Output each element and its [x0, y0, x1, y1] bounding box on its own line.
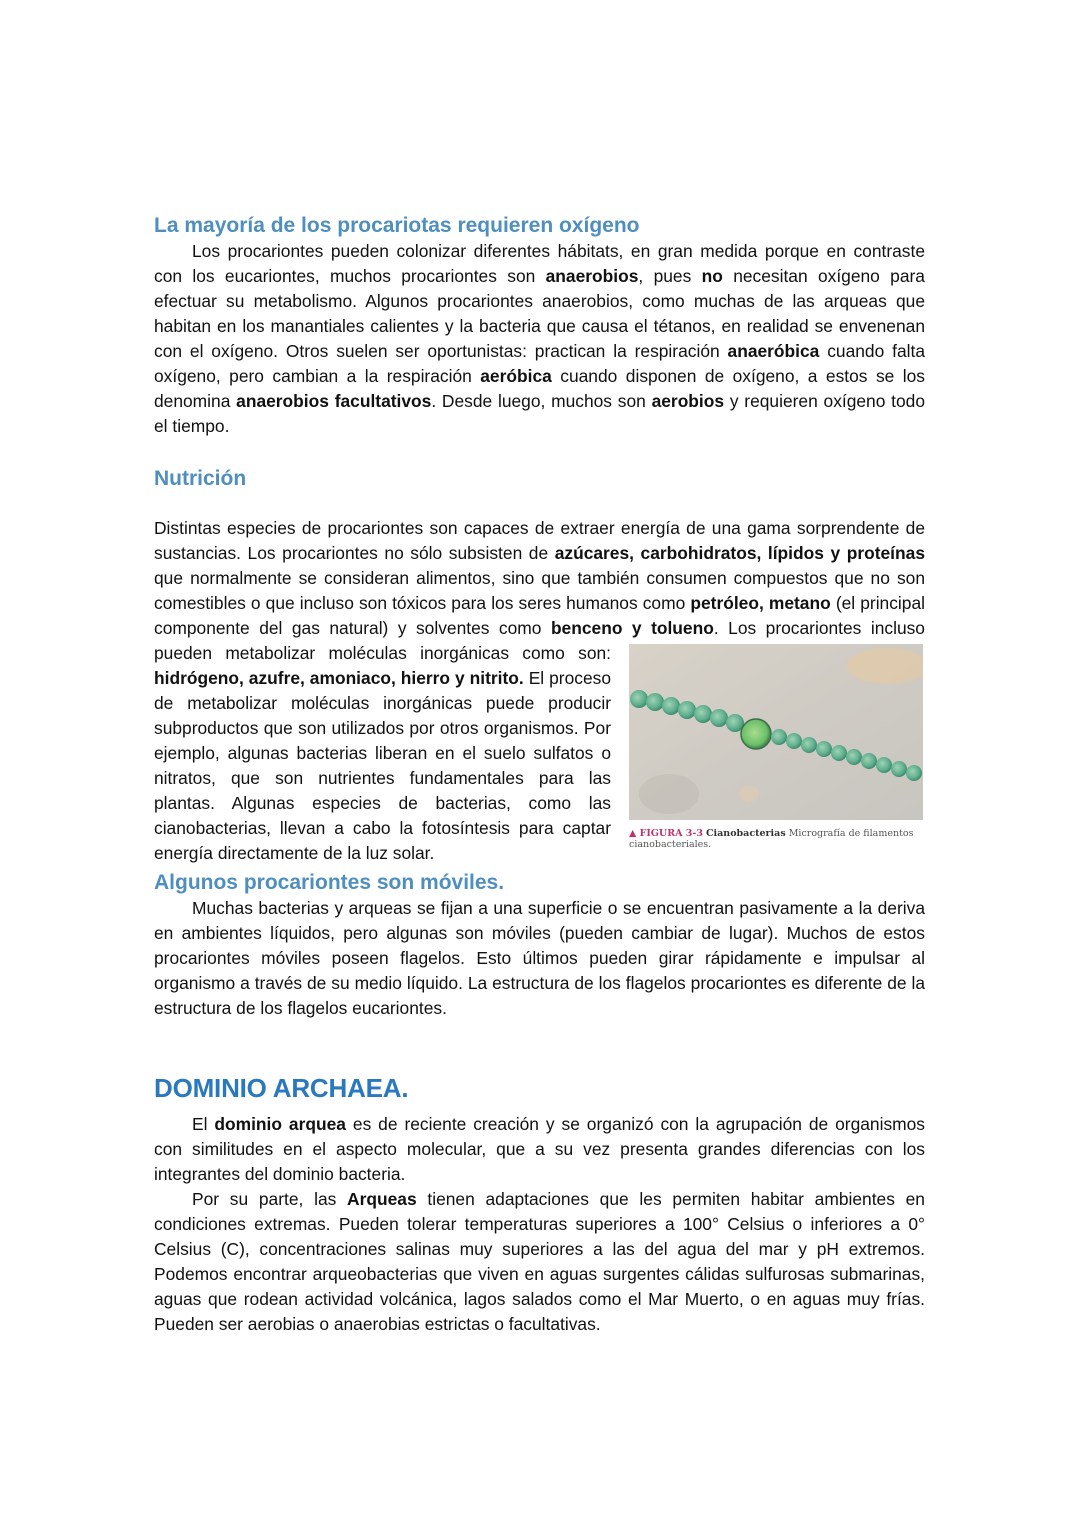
paragraph-archaea-1: El dominio arquea es de reciente creación y se organizó con la agrupación de organismos con similitudes en el aspecto molecular, que a su vez presenta grandes diferencias con los integrantes del dominio bacteria. [154, 1114, 925, 1184]
heading-moviles: Algunos procariontes son móviles. [154, 871, 505, 894]
heading-archaea: DOMINIO ARCHAEA. [154, 1073, 409, 1103]
heading-oxigeno: La mayoría de los procariotas requieren oxígeno [154, 214, 640, 237]
figure-caption: ▲ FIGURA 3-3 Cianobacterias Micrografía de filamentos cianobacteriales. [629, 828, 914, 850]
cyanobacteria-micrograph [629, 644, 923, 820]
paragraph-archaea-2: Por su parte, las Arqueas tienen adaptaciones que les permiten habitar ambientes en condiciones extremas. Pueden tolerar temperaturas superiores a 100° Celsius o inferiores a 0° Celsius (C), concentraciones salinas muy superiores a las del agua del mar y pH extremos. Podemos encontrar arqueobacterias que viven en aguas surgentes cálidas sulfurosas submarinas, aguas que rodean actividad volcánica, lagos salados como el Mar Muerto, o en aguas muy frías. Pueden ser aerobias o anaerobias estrictas o facultativas. [154, 1189, 925, 1334]
paragraph-nutricion: Distintas especies de procariontes son capaces de extraer energía de una gama sorprendente de sustancias. Los procariontes no sólo subsisten de azúcares, carbohidratos, lípidos y proteínas que normalmente se consideran alimentos, sino que también consumen compuestos que no son comestibles o que incluso son tóxicos para los seres humanos como petróleo, metano (el principal componente del gas natural) y solventes como benceno y tolueno. Los procariontes incluso pueden metabolizar moléculas inorgánicas como son: ▲ FIGURA 3-3 Cianobacterias Micrografía de filamentos cianobacteriales. hidrógeno, azufre, amoniaco, hierro y nitrito. El proceso de metabolizar moléculas inorgánicas puede producir subproductos que son utilizados por otros organismos. Por ejemplo, algunas bacterias liberan en el suelo sulfatos o nitratos, que son nutrientes fundamentales para las plantas. Algunas especies de bacterias, como las cianobacterias, llevan a cabo la fotosíntesis para captar energía directamente de la luz solar. [154, 518, 925, 863]
document-content [154, 213, 925, 1337]
paragraph-moviles: Muchas bacterias y arqueas se fijan a una superficie o se encuentran pasivamente a la deriva en ambientes líquidos, pero algunas son móviles (pueden cambiar de lugar). Muchos de estos procariontes móviles poseen flagelos. Esto últimos pueden girar rápidamente e impulsar al organismo a través de su medio líquido. La estructura de los flagelos procariontes es diferente de la estructura de los flagelos eucariontes. [154, 898, 925, 1018]
paragraph-oxigeno: Los procariontes pueden colonizar diferentes hábitats, en gran medida porque en contraste con los eucariontes, muchos procariontes son anaerobios, pues no necesitan oxígeno para efectuar su metabolismo. Algunos procariontes anaerobios, como muchas de las arqueas que habitan en los manantiales calientes y la bacteria que causa el tétanos, en realidad se envenenan con el oxígeno. Otros suelen ser oportunistas: practican la respiración anaeróbica cuando falta oxígeno, pero cambian a la respiración aeróbica cuando disponen de oxígeno, a estos se los denomina anaerobios facultativos. Desde luego, muchos son aerobios y requieren oxígeno todo el tiempo. [154, 241, 926, 436]
heading-nutricion: Nutrición [154, 467, 247, 490]
figure-cyanobacteria [629, 644, 925, 850]
